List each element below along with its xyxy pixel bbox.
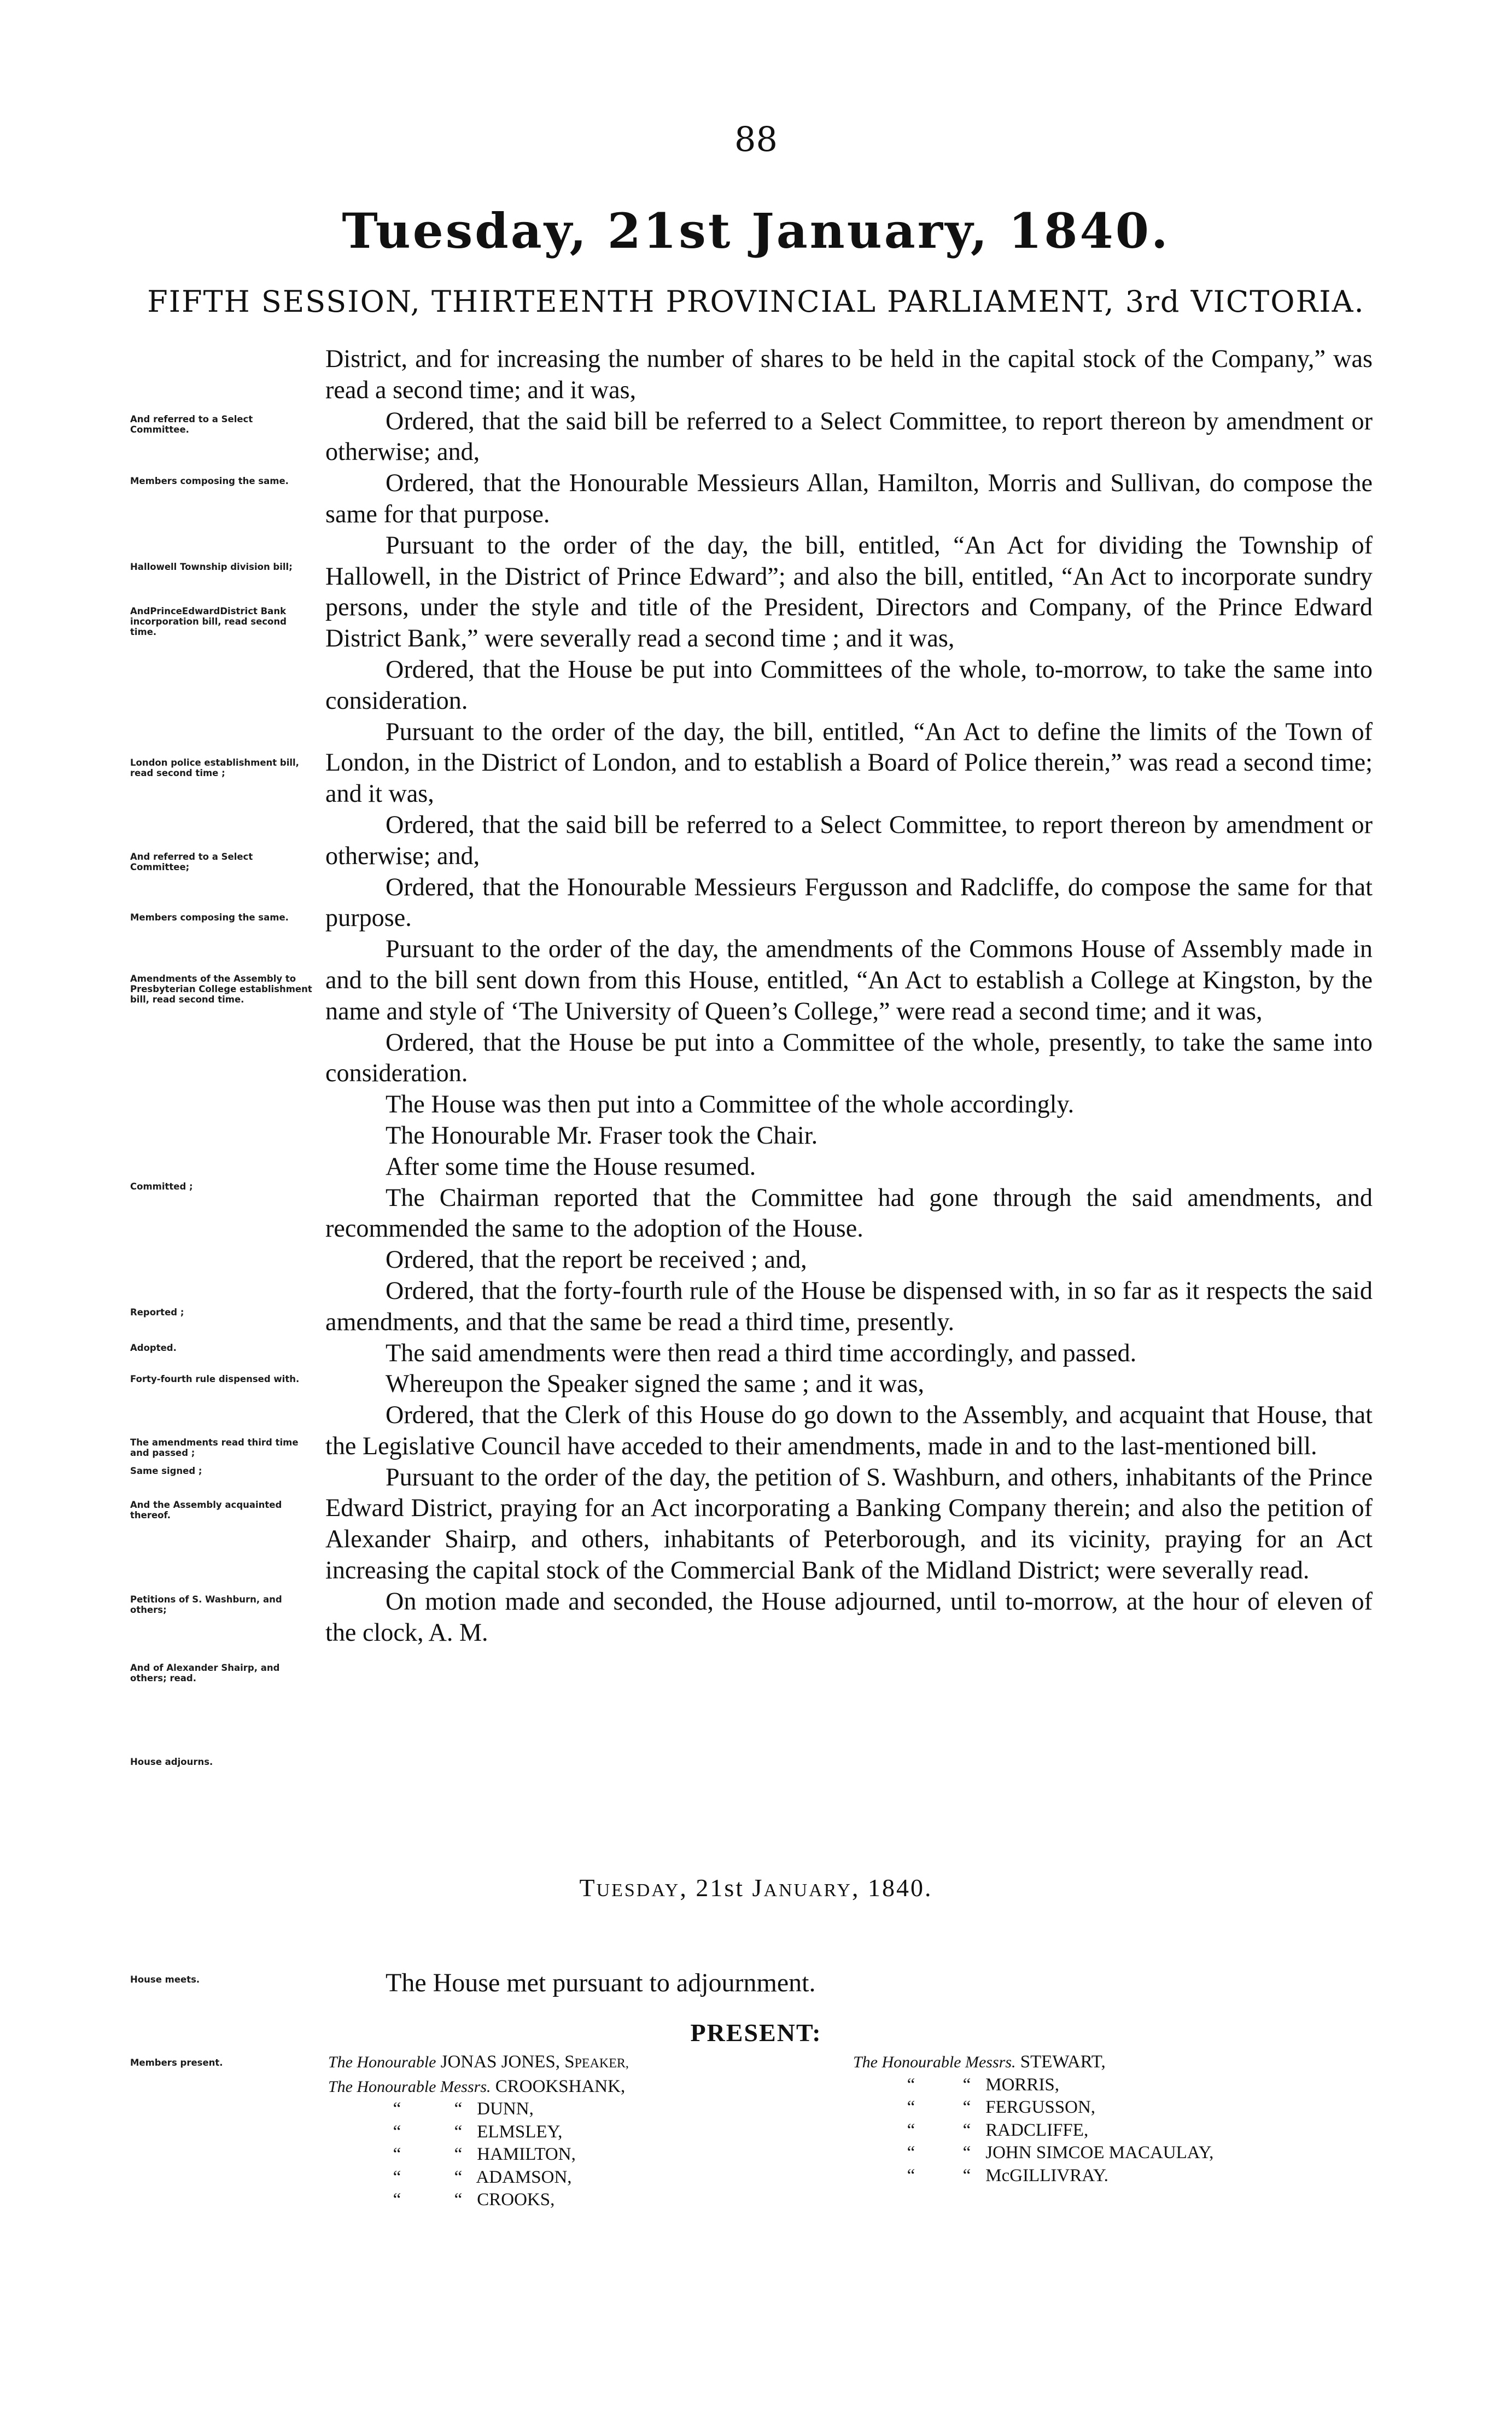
margin-note: Hallowell Township division bill; — [130, 562, 293, 572]
page-number: 88 — [734, 119, 778, 159]
margin-note: Petitions of S. Washburn, and others; — [130, 1594, 282, 1615]
margin-note: And of Alexander Shairp, and others; read. — [130, 1663, 280, 1683]
paragraph: Pursuant to the order of the day, the petition of S. Washburn, and others, inhabitants of the Prince Edward District, praying for an Act incorporating a Banking Company therein; and also the petition of Alexander Shairp, and others, inhabitants of Peterborough, and its vicinity, praying for an Act increasing the capital stock of the Commercial Bank of the Midland District; were severally read. — [325, 1462, 1373, 1584]
margin-note: And referred to a Select Committee. — [130, 414, 253, 435]
member-entry: The Honourable JONAS JONES, SPEAKER, — [328, 2052, 629, 2072]
paragraph: Ordered, that the House be put into Committees of the whole, to-morrow, to take the same into consideration. — [325, 655, 1373, 714]
paragraph: Ordered, that the Honourable Messieurs Allan, Hamilton, Morris and Sullivan, do compose the same for that purpose. — [325, 469, 1373, 528]
member-entry: “ “ HAMILTON, — [393, 2144, 576, 2164]
margin-note: Forty-fourth rule dispensed with. — [130, 1374, 300, 1384]
margin-note: House meets. — [130, 1974, 200, 1985]
paragraph: Ordered, that the report be received ; and, — [386, 1245, 807, 1274]
present-heading: PRESENT: — [690, 2019, 822, 2047]
paragraph: Pursuant to the order of the day, the amendments of the Commons House of Assembly made in and to the bill sent down from this House, entitled, “An Act to establish a College at Kingston, by the name and style of ‘The University of Queen’s College,” were read a second time; and it was, — [325, 935, 1373, 1025]
margin-note: Adopted. — [130, 1343, 177, 1353]
members-list-left — [328, 2051, 629, 2212]
margin-note: Members present. — [130, 2058, 223, 2068]
margin-note: And the Assembly acquainted thereof. — [130, 1500, 282, 1520]
paragraph: Pursuant to the order of the day, the bill, entitled, “An Act to define the limits of the Town of London, in the District of London, and to establish a Board of Police therein,” was read a second time; and it was, — [325, 717, 1373, 808]
members-list-right — [853, 2051, 1213, 2187]
margin-note: The amendments read third time and passed ; — [130, 1437, 299, 1458]
member-entry: “ “ FERGUSSON, — [907, 2097, 1096, 2117]
paragraph: The Honourable Mr. Fraser took the Chair. — [386, 1121, 818, 1149]
paragraph: District, and for increasing the number of shares to be held in the capital stock of the Company,” was read a second time; and it was, — [325, 345, 1373, 404]
member-entry: “ “ ADAMSON, — [393, 2167, 572, 2187]
date-subheading: TUESDAY, 21st JANUARY, 1840. — [579, 1874, 933, 1902]
margin-note: AndPrinceEdwardDistrict Bank incorporation bill, read second time. — [130, 606, 287, 637]
page-title: Tuesday, 21st January, 1840. — [342, 202, 1170, 259]
paragraph: Ordered, that the Honourable Messieurs Fergusson and Radcliffe, do compose the same for that purpose. — [325, 872, 1373, 932]
margin-note: Reported ; — [130, 1307, 184, 1318]
paragraph: The House was then put into a Committee of the whole accordingly. — [386, 1090, 1075, 1118]
margin-note: Amendments of the Assembly to Presbyterian College establishment bill, read second time. — [130, 974, 312, 1005]
paragraph: Ordered, that the House be put into a Committee of the whole, presently, to take the same into consideration. — [325, 1028, 1373, 1087]
paragraph: Pursuant to the order of the day, the bill, entitled, “An Act for dividing the Township of Hallowell, in the District of Prince Edward”; and also the bill, entitled, “An Act to incorporate sundry persons, under the style and title of the President, Directors and Company, of the Prince Edward District Bank,” were severally read a second time ; and it was, — [325, 531, 1373, 652]
member-entry: “ “ JOHN SIMCOE MACAULAY, — [907, 2143, 1214, 2163]
member-entry: “ “ RADCLIFFE, — [907, 2120, 1089, 2140]
proceedings-text — [325, 343, 1373, 1648]
house-meets-text: The House met pursuant to adjournment. — [386, 1968, 816, 1997]
member-entry: “ “ ELMSLEY, — [393, 2121, 563, 2142]
paragraph: Ordered, that the said bill be referred to a Select Committee, to report thereon by amendment or otherwise; and, — [325, 406, 1373, 466]
paragraph: On motion made and seconded, the House adjourned, until to-morrow, at the hour of eleven of the clock, A. M. — [325, 1587, 1373, 1646]
session-line: FIFTH SESSION, THIRTEENTH PROVINCIAL PARLIAMENT, 3rd VICTORIA. — [147, 284, 1365, 319]
margin-note: And referred to a Select Committee; — [130, 852, 253, 872]
margin-note: London police establishment bill, read second time ; — [130, 757, 299, 778]
margin-note: Members composing the same. — [130, 476, 289, 486]
margin-note: House adjourns. — [130, 1757, 213, 1767]
paragraph: Ordered, that the said bill be referred to a Select Committee, to report thereon by amendment or otherwise; and, — [325, 810, 1373, 870]
margin-note: Committed ; — [130, 1181, 193, 1192]
member-entry: The Honourable Messrs. CROOKSHANK, — [328, 2076, 626, 2096]
paragraph: Ordered, that the forty-fourth rule of the House be dispensed with, in so far as it respects the said amendments, and that the same be read a third time, presently. — [325, 1276, 1373, 1336]
margin-note: Members composing the same. — [130, 912, 289, 923]
paragraph: Ordered, that the Clerk of this House do go down to the Assembly, and acquaint that House, that the Legislative Council have acceded to their amendments, made in and to the last-mentioned bill. — [325, 1401, 1373, 1460]
member-entry: The Honourable Messrs. STEWART, — [853, 2052, 1106, 2072]
member-entry: “ “ CROOKS, — [393, 2190, 555, 2210]
member-entry: “ “ MORRIS, — [907, 2074, 1060, 2095]
member-entry: “ “ DUNN, — [393, 2099, 534, 2119]
paragraph: After some time the House resumed. — [386, 1152, 756, 1180]
paragraph: Whereupon the Speaker signed the same ; and it was, — [386, 1369, 925, 1398]
paragraph: The said amendments were then read a third time accordingly, and passed. — [386, 1338, 1137, 1367]
margin-note: Same signed ; — [130, 1466, 202, 1476]
member-entry: “ “ McGILLIVRAY. — [907, 2165, 1108, 2185]
paragraph: The Chairman reported that the Committee had gone through the said amendments, and recommended the same to the adoption of the House. — [325, 1183, 1373, 1243]
